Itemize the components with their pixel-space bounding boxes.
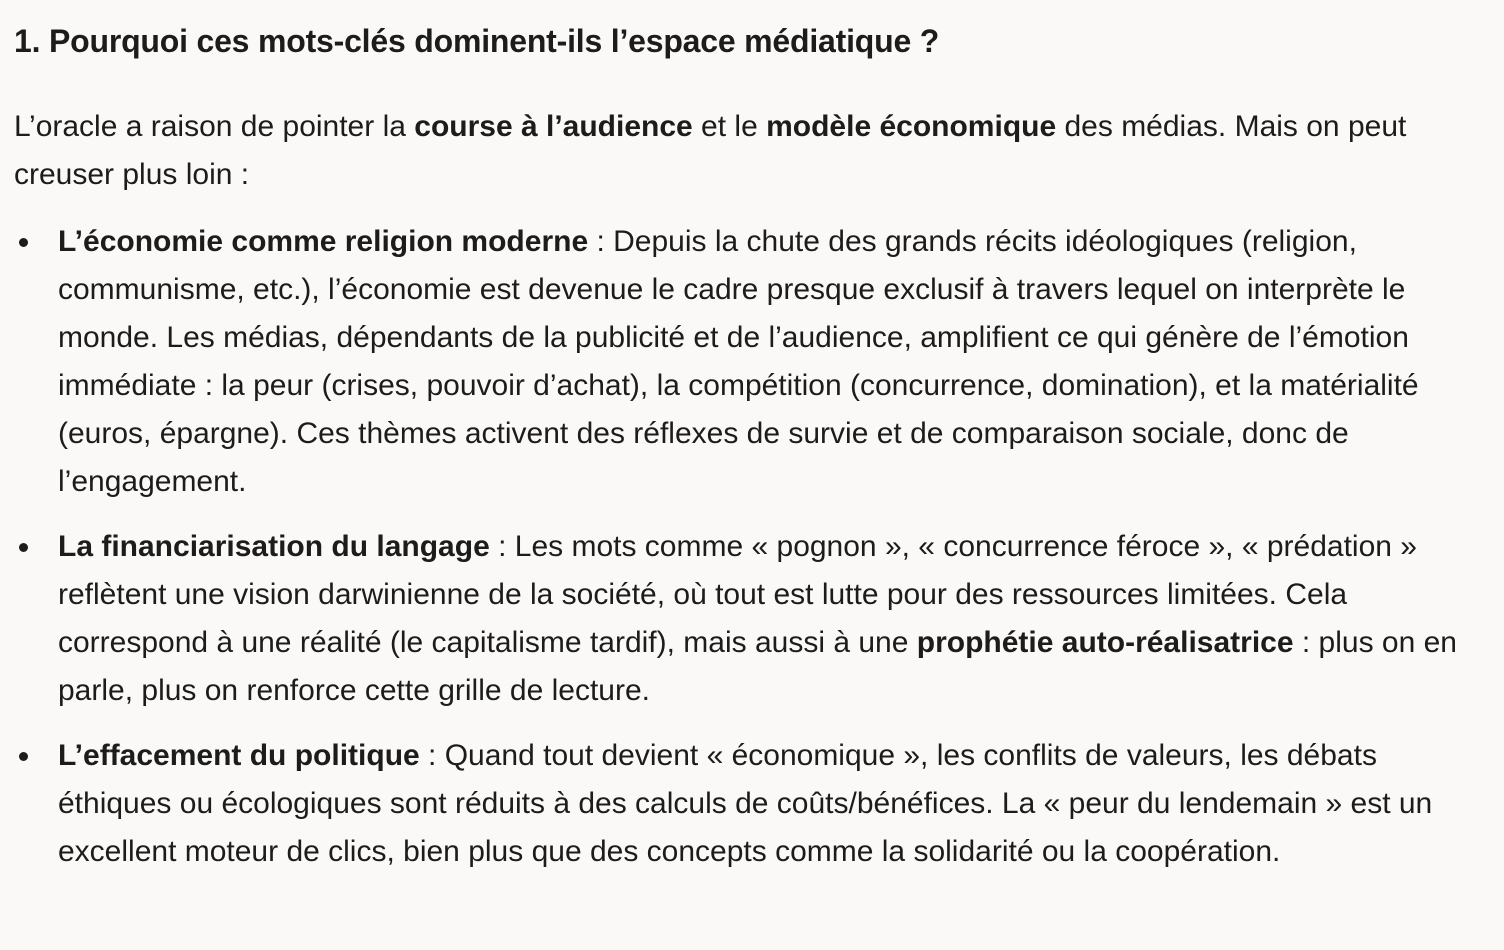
item-bold-phrase: prophétie auto-réalisatrice xyxy=(916,626,1294,659)
intro-text: L’oracle a raison de pointer la xyxy=(14,110,415,143)
item-text: : Quand tout devient « économique », les conflits de valeurs, les débats éthiques ou écologiques sont réduits à des calculs de coûts/bénéfices. La « peur du lendemain » est un excellent moteur de clics, bien plus que des concepts comme la solidarité ou la coopération. xyxy=(58,739,1433,868)
intro-paragraph xyxy=(14,103,1454,199)
item-title: L’économie comme religion moderne xyxy=(58,225,589,258)
item-text: : Les mots comme « pognon », « concurrence féroce », « prédation » reflètent une vision darwinienne de la société, où tout est lutte pour des ressources limitées. Cela correspond à une réalité (le capitalisme tardif), mais aussi à une xyxy=(58,530,1417,659)
item-title: La financiarisation du langage xyxy=(58,530,490,563)
bullet-dot-icon xyxy=(19,238,28,247)
item-title: L’effacement du politique xyxy=(58,739,420,772)
intro-text: des médias. Mais on peut creuser plus loin : xyxy=(14,110,1407,191)
bullet-list xyxy=(14,218,1494,876)
intro-bold-audience: course à l’audience xyxy=(414,110,693,143)
intro-bold-model: modèle économique xyxy=(766,110,1057,143)
item-text: : Depuis la chute des grands récits idéologiques (religion, communisme, etc.), l’économie est devenue le cadre presque exclusif à travers lequel on interprète le monde. Les médias, dépendants de la publicité et de l’audience, amplifient ce qui génère de l’émotion immédiate : la peur (crises, pouvoir d’achat), la compétition (concurrence, domination), et la matérialité (euros, épargne). Ces thèmes activent des réflexes de survie et de comparaison sociale, donc de l’engagement. xyxy=(58,225,1419,498)
bullet-dot-icon xyxy=(19,543,28,552)
bullet-dot-icon xyxy=(19,752,28,761)
list-item xyxy=(14,218,1474,506)
intro-text: et le xyxy=(692,110,767,143)
item-text: : plus on en parle, plus on renforce cette grille de lecture. xyxy=(58,626,1457,707)
document-content xyxy=(14,0,1494,893)
section-heading: 1. Pourquoi ces mots-clés dominent-ils l’espace médiatique ? xyxy=(14,23,940,59)
list-item xyxy=(14,732,1474,876)
list-item xyxy=(14,523,1474,715)
